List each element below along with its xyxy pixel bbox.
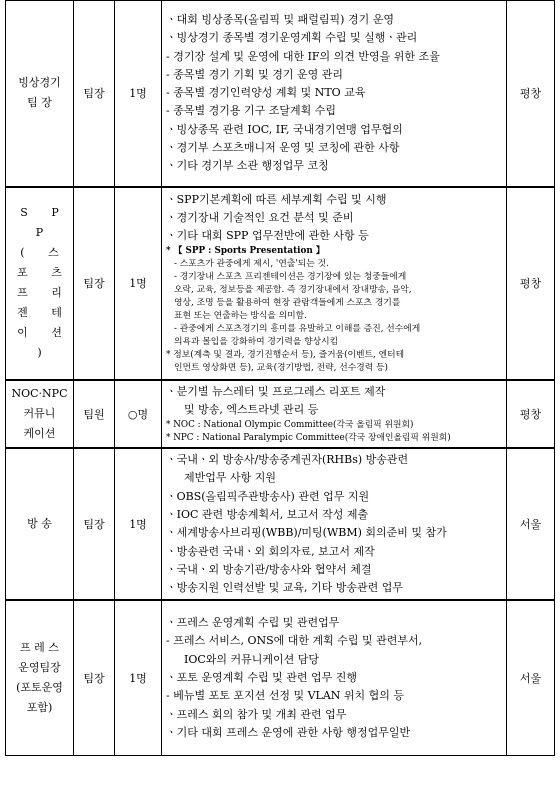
duty-row	[6, 448, 555, 600]
duties-cell	[162, 187, 507, 380]
duty-line: ㆍ국내ㆍ외 방송사/방송중계권자(RHBs) 방송관련	[166, 453, 409, 467]
duty-line: * 【 SPP : Sports Presentation 】	[166, 246, 325, 257]
duty-line: - 경기장내 스포츠 프리젠테이션은 경기장에 있는 청중들에게	[174, 272, 407, 283]
role-cell	[6, 1, 74, 187]
headcount-cell: 1명	[115, 600, 162, 755]
role-cell	[6, 187, 74, 380]
duty-line: - 종목별 경기용 기구 조달계획 수립	[166, 104, 336, 118]
duties-cell	[162, 1, 507, 187]
duty-row	[6, 1, 555, 187]
duty-line: ㆍ경기장내 기술적인 요건 분석 및 준비	[166, 210, 354, 224]
position-cell: 팀장	[74, 1, 115, 187]
duty-table-body	[6, 1, 555, 756]
headcount-cell: ○명	[115, 380, 162, 449]
position-cell: 팀장	[74, 448, 115, 600]
duty-line: ㆍ기타 대회 SPP 업무전반에 관한 사항 등	[166, 229, 369, 243]
duties-cell	[162, 448, 507, 600]
duty-line: ㆍ경기부 스포츠매니저 운영 및 코칭에 관한 사항	[166, 140, 400, 154]
duty-line: * NPC : National Paralympic Committee(각국 장애인올림픽 위원회)	[166, 433, 451, 444]
duty-row	[6, 380, 555, 449]
duty-table-page	[5, 0, 555, 756]
duty-line: - 종목별 경기 기획 및 경기 운영 관리	[166, 67, 343, 81]
duty-line: ㆍ분기별 뉴스레터 및 프로그레스 리포트 제작	[166, 384, 386, 398]
duty-line: ㆍSPP기본계획에 따른 세부계획 수립 및 시행	[166, 192, 387, 206]
duty-line: ㆍOBS(올림픽주관방송사) 관련 업무 지원	[166, 489, 370, 503]
duty-line: ㆍ프레스 운영계획 수립 및 관련업무	[166, 616, 340, 630]
duty-line: - 프레스 서비스, ONS에 대한 계획 수립 및 관련부서,	[166, 634, 423, 648]
location-cell: 서울	[507, 448, 555, 600]
duty-line: 영상, 조명 등을 활용하여 현장 관람객들에게 스포츠 경기를	[174, 298, 401, 309]
duty-line: 표현 또는 연출하는 방식을 의미함.	[174, 311, 307, 322]
duty-line: ㆍ기타 경기부 소관 행정업무 코칭	[166, 159, 329, 173]
duties-cell	[162, 380, 507, 449]
role-cell	[6, 380, 74, 449]
role-name: 방 송	[27, 517, 52, 531]
duty-line: ㆍ대회 빙상종목(올림픽 및 패럴림픽) 경기 운영	[166, 12, 394, 26]
headcount-cell: 1명	[115, 1, 162, 187]
duty-line: 오락, 교육, 정보등을 제공함. 즉 경기장내에서 장내방송, 음악,	[174, 285, 412, 296]
role-name: 빙상경기 팀 장	[18, 76, 61, 110]
duty-line: 인먼트 영상화면 등), 교육(경기방법, 전략, 선수경력 등)	[174, 363, 388, 374]
duty-line: IOC와의 커뮤니케이션 담당	[184, 652, 320, 666]
duty-line: - 스포츠가 관중에게 제시, '연출'되는 것.	[174, 259, 329, 270]
duty-table	[5, 0, 555, 756]
role-cell	[6, 448, 74, 600]
duty-line: ㆍ국내ㆍ외 방송기관/방송사와 협약서 체결	[166, 562, 372, 576]
location-cell: 평창	[507, 1, 555, 187]
role-name: 프 레 스 운영팀장 (포토운영 포함)	[16, 641, 63, 715]
headcount-cell: 1명	[115, 448, 162, 600]
location-cell: 서울	[507, 600, 555, 755]
duty-row	[6, 187, 555, 380]
duty-line: ㆍ빙상종목 관련 IOC, IF, 국내경기연맹 업무협의	[166, 122, 403, 136]
role-cell	[6, 600, 74, 755]
position-cell: 팀원	[74, 380, 115, 449]
location-cell: 평창	[507, 187, 555, 380]
headcount-cell: 1명	[115, 187, 162, 380]
duty-line: ㆍ세계방송사브리핑(WBB)/미팅(WBM) 회의준비 및 참가	[166, 526, 447, 540]
duty-line: 제반업무 사항 지원	[184, 471, 277, 485]
duty-line: - 베뉴별 포토 포지션 선정 및 VLAN 위치 협의 등	[166, 689, 405, 703]
duty-line: - 관중에게 스포츠경기의 흥미를 유발하고 이해를 증진, 선수에게	[174, 324, 421, 335]
duty-line: ㆍ포토 운영계획 수립 및 관련 업무 진행	[166, 671, 357, 685]
duty-line: * NOC : National Olympic Committee(각국 올림픽 위원회)	[166, 420, 414, 431]
position-cell: 팀장	[74, 600, 115, 755]
duty-line: * 정보(계측 및 결과, 경기진행순서 등), 즐거움(이벤트, 엔터테	[166, 350, 405, 361]
duty-row	[6, 600, 555, 755]
duty-line: - 종목별 경기인력양성 계획 및 NTO 교육	[166, 86, 366, 100]
duty-line: 의욕과 몰입을 강화하여 경기력을 향상시킴	[174, 337, 339, 348]
position-cell: 팀장	[74, 187, 115, 380]
role-name: NOC·NPC 커뮤니 케이션	[11, 386, 68, 440]
duty-line: - 경기장 설계 및 운영에 대한 IF의 의견 반영을 위한 조율	[166, 49, 440, 63]
duty-line: ㆍ방송관련 국내ㆍ외 회의자료, 보고서 제작	[166, 544, 375, 558]
duty-line: 및 방송, 엑스트라넷 관리 등	[184, 402, 319, 416]
duty-line: ㆍ기타 대회 프레스 운영에 관한 사항 행정업무일반	[166, 725, 411, 739]
role-name: S P P ( 스 포 츠 프 리 젠 테 이 션 )	[17, 206, 72, 359]
duty-line: ㆍIOC 관련 방송계획서, 보고서 작성 제출	[166, 507, 369, 521]
duty-line: ㆍ방송지원 인력선발 및 교육, 기타 방송관련 업무	[166, 581, 403, 595]
duty-line: ㆍ빙상경기 종목별 경기운영계획 수립 및 실행ㆍ관리	[166, 31, 418, 45]
location-cell: 평창	[507, 380, 555, 449]
duty-line: ㆍ프레스 회의 참가 및 개최 관련 업무	[166, 707, 347, 721]
duties-cell	[162, 600, 507, 755]
